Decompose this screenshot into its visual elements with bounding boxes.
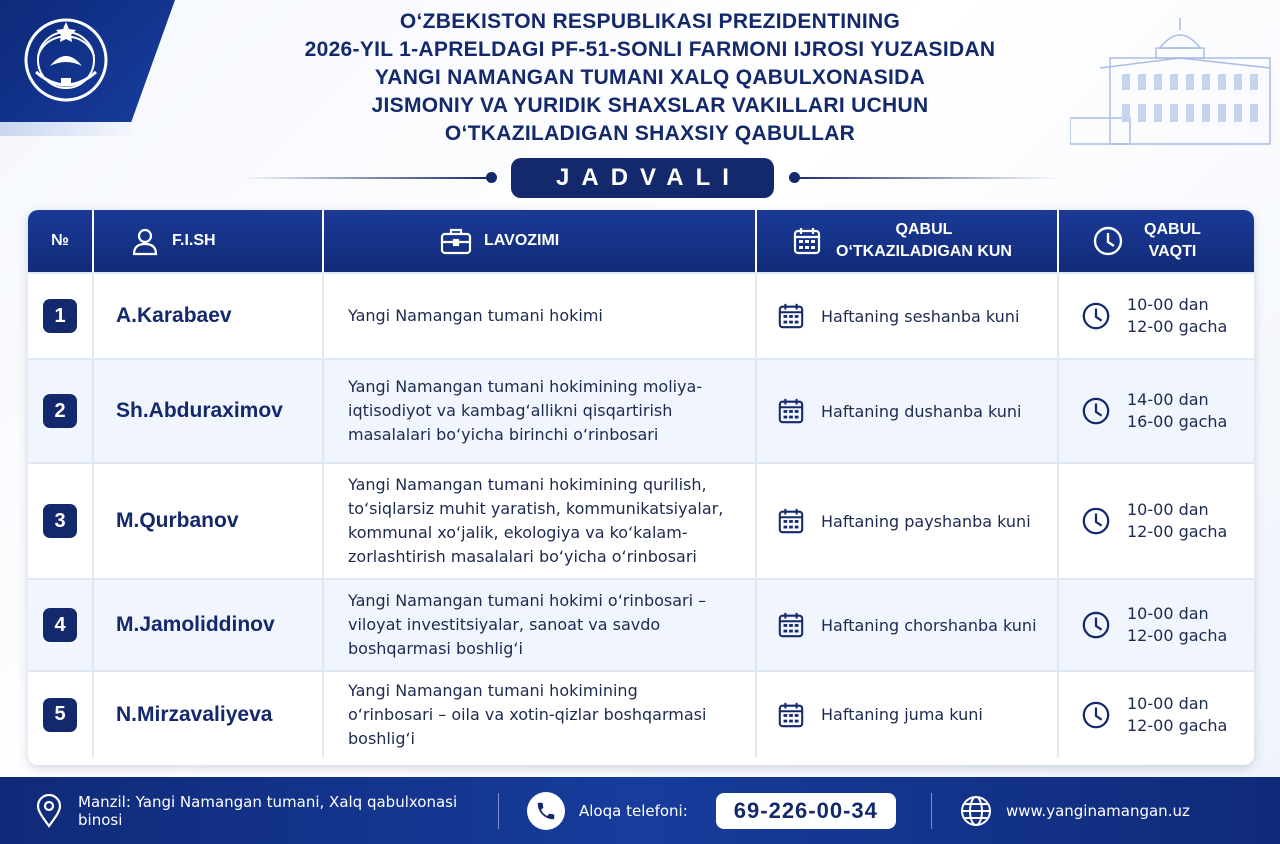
clock-icon bbox=[1081, 700, 1111, 730]
row-number-cell bbox=[28, 274, 94, 358]
row-time bbox=[1059, 274, 1254, 358]
table-row bbox=[28, 578, 1254, 670]
row-time-to: 12-00 gacha bbox=[1127, 626, 1228, 645]
title-line: O‘TKAZILADIGAN SHAXSIY QABULLAR bbox=[444, 122, 856, 145]
row-time-to: 12-00 gacha bbox=[1127, 522, 1228, 541]
row-day bbox=[757, 672, 1059, 757]
table-header bbox=[28, 210, 1254, 272]
row-number-badge: 2 bbox=[43, 394, 77, 428]
row-position-line: kommunal xo‘jalik, ekologiya va ko‘kalam- bbox=[348, 523, 688, 542]
footer-phone-label: Aloqa telefoni: bbox=[579, 801, 688, 820]
row-number-cell bbox=[28, 672, 94, 757]
title-line: 2026-YIL 1-APRELDAGI PF-51-SONLI FARMONI IJROSI YUZASIDAN bbox=[304, 38, 996, 61]
row-position-line: iqtisodiyot va kambag‘allikni qisqartirish bbox=[348, 401, 673, 420]
row-name: Sh.Abduraximov bbox=[94, 360, 324, 462]
emblem-panel bbox=[0, 0, 175, 122]
row-position-line: masalalari bo‘yicha birinchi o‘rinbosari bbox=[348, 425, 659, 444]
column-header-name bbox=[94, 210, 324, 272]
column-header-time-line1: QABUL bbox=[1144, 221, 1201, 238]
decorative-strip bbox=[0, 122, 140, 136]
footer-website-link[interactable]: www.yanginamangan.uz bbox=[1006, 801, 1190, 820]
row-name: M.Qurbanov bbox=[94, 464, 324, 578]
footer-phone-number[interactable]: 69-226-00-34 bbox=[716, 793, 896, 829]
row-number-badge: 3 bbox=[43, 504, 77, 538]
row-position bbox=[324, 672, 757, 757]
row-position bbox=[324, 360, 757, 462]
row-name: A.Karabaev bbox=[94, 274, 324, 358]
row-time-from: 14-00 dan bbox=[1127, 390, 1209, 409]
page-title bbox=[240, 8, 1060, 148]
column-header-time-line2: VAQTI bbox=[1148, 243, 1197, 260]
clock-icon bbox=[1081, 610, 1111, 640]
globe-icon bbox=[960, 795, 992, 827]
calendar-icon bbox=[777, 506, 805, 536]
row-day bbox=[757, 274, 1059, 358]
row-position-line: Yangi Namangan tumani hokimining qurilish, bbox=[348, 475, 707, 494]
divider-dot bbox=[486, 172, 497, 183]
row-time-to: 12-00 gacha bbox=[1127, 715, 1228, 735]
title-line: O‘ZBEKISTON RESPUBLIKASI PREZIDENTINING bbox=[399, 10, 901, 33]
divider-line bbox=[790, 177, 1060, 179]
row-day bbox=[757, 360, 1059, 462]
phone-icon bbox=[527, 792, 565, 830]
clock-icon bbox=[1081, 506, 1111, 536]
footer-bar bbox=[0, 777, 1280, 844]
row-time bbox=[1059, 672, 1254, 757]
row-day-label: Haftaning dushanba kuni bbox=[821, 401, 1022, 421]
row-time-from: 10-00 dan bbox=[1127, 500, 1209, 519]
row-time-to: 16-00 gacha bbox=[1127, 412, 1228, 431]
calendar-icon bbox=[792, 226, 822, 256]
title-line: YANGI NAMANGAN TUMANI XALQ QABULXONASIDA bbox=[374, 66, 926, 89]
table-row bbox=[28, 462, 1254, 578]
column-header-name-label: F.I.SH bbox=[172, 232, 216, 249]
clock-icon bbox=[1092, 225, 1124, 257]
row-time-from: 10-00 dan bbox=[1127, 295, 1209, 314]
row-time bbox=[1059, 360, 1254, 462]
row-day-label: Haftaning juma kuni bbox=[821, 705, 983, 724]
row-number-cell bbox=[28, 464, 94, 578]
state-emblem-icon bbox=[16, 8, 116, 108]
calendar-icon bbox=[777, 700, 805, 730]
calendar-icon bbox=[777, 396, 805, 426]
calendar-icon bbox=[777, 610, 805, 640]
column-header-time bbox=[1059, 210, 1254, 272]
row-position bbox=[324, 274, 757, 358]
row-day-label: Haftaning chorshanba kuni bbox=[821, 615, 1037, 635]
row-position-line: to‘siqlarsiz muhit yaratish, kommunikatsiyalar, bbox=[348, 499, 724, 518]
row-position bbox=[324, 580, 757, 670]
row-number-cell bbox=[28, 580, 94, 670]
schedule-table bbox=[28, 210, 1254, 765]
table-row bbox=[28, 358, 1254, 462]
row-number-badge: 4 bbox=[43, 608, 77, 642]
row-name: N.Mirzavaliyeva bbox=[94, 672, 324, 757]
row-day bbox=[757, 580, 1059, 670]
clock-icon bbox=[1081, 301, 1111, 331]
row-position-line: Yangi Namangan tumani hokimining moliya- bbox=[348, 377, 703, 396]
column-header-position-label: LAVOZIMI bbox=[484, 232, 560, 249]
user-icon bbox=[130, 226, 160, 256]
column-header-day-line2: O‘TKAZILADIGAN KUN bbox=[836, 243, 1012, 260]
title-line: JISMONIY VA YURIDIK SHAXSLAR VAKILLARI UCHUN bbox=[371, 94, 929, 117]
calendar-icon bbox=[777, 301, 805, 331]
row-number-cell bbox=[28, 360, 94, 462]
footer-phone bbox=[499, 777, 931, 844]
footer-address-text: Manzil: Yangi Namangan tumani, Xalq qabulxonasi binosi bbox=[78, 792, 458, 829]
location-pin-icon bbox=[36, 794, 62, 828]
column-header-day bbox=[757, 210, 1059, 272]
schedule-badge: JADVALI bbox=[511, 158, 774, 198]
row-day bbox=[757, 464, 1059, 578]
row-position bbox=[324, 464, 757, 578]
row-position-line: zorlashtirish masalalari bo‘yicha o‘rinbosari bbox=[348, 547, 697, 566]
column-header-position bbox=[324, 210, 757, 272]
row-day-label: Haftaning seshanba kuni bbox=[821, 306, 1020, 326]
row-position-line: Yangi Namangan tumani hokimi o‘rinbosari – bbox=[348, 591, 707, 610]
row-time-from: 10-00 dan bbox=[1127, 693, 1209, 713]
building-illustration bbox=[1070, 8, 1280, 148]
row-position-line: boshlig‘i bbox=[348, 728, 415, 748]
divider-line bbox=[240, 177, 490, 179]
footer-address bbox=[0, 777, 498, 844]
row-position-line: o‘rinbosari – oila va xotin-qizlar boshqarmasi bbox=[348, 704, 707, 724]
row-time-from: 10-00 dan bbox=[1127, 604, 1209, 623]
footer-website bbox=[932, 777, 1190, 844]
column-header-day-line1: QABUL bbox=[895, 221, 953, 238]
table-row bbox=[28, 670, 1254, 757]
row-position-line: Yangi Namangan tumani hokimi bbox=[348, 306, 603, 325]
briefcase-icon bbox=[440, 227, 472, 255]
clock-icon bbox=[1081, 396, 1111, 426]
column-header-number: № bbox=[28, 210, 94, 272]
row-time-to: 12-00 gacha bbox=[1127, 317, 1228, 336]
schedule-badge-row bbox=[240, 158, 1060, 198]
row-position-line: Yangi Namangan tumani hokimining bbox=[348, 680, 638, 700]
row-number-badge: 1 bbox=[43, 299, 77, 333]
row-number-badge: 5 bbox=[43, 698, 77, 732]
row-name: M.Jamoliddinov bbox=[94, 580, 324, 670]
row-time bbox=[1059, 464, 1254, 578]
row-time bbox=[1059, 580, 1254, 670]
row-position-line: viloyat investitsiyalar, sanoat va savdo bbox=[348, 615, 661, 634]
table-row bbox=[28, 272, 1254, 358]
row-position-line: boshqarmasi boshlig‘i bbox=[348, 639, 523, 658]
row-day-label: Haftaning payshanba kuni bbox=[821, 511, 1031, 531]
